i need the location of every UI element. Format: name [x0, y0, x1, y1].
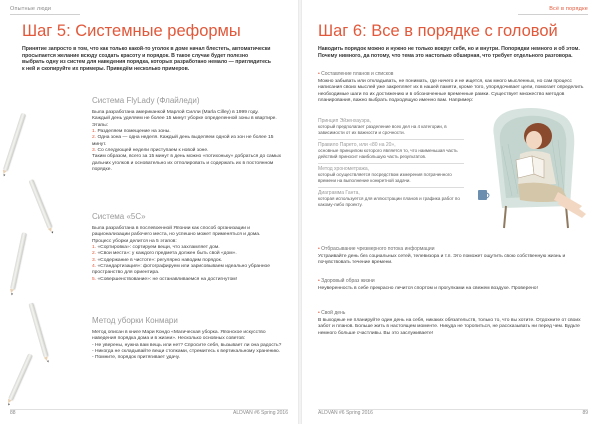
section-head-own-day: • Свой день	[318, 310, 346, 316]
flylady-outro: Таким образом, всего за 15 минут в день можно «потихоньку» добраться до самых дальних уголков и основательно их отполировать и содержать их в постоянном порядке.	[92, 154, 282, 173]
right-lead-paragraph: Наводить порядок можно и нужно не только вокруг себя, но и внутри. Попорядки немного и об этом. Почему нимного, да потому, что тема это настолько обширная, что требует отдельного разговора.	[318, 46, 580, 59]
section-body-planning: Можно забывать или откладывать, не понимать, где ничего и не ищется, как много мысленных, но сам процесс написания своих мыслей уже закрепляет их в нашей памяти, кроме того, упорядочивает цели, помогает определить необходимые шаги по их достижению и в обозначенные временные рамки. Существует множество методов планирования, важно выбрать подходящую именно вам. Например:	[318, 79, 584, 103]
left-title-main: Системные реформы	[75, 22, 241, 40]
left-page-title	[22, 22, 241, 41]
magazine-issue-right: ALDVAN #6 Spring 2016	[318, 410, 373, 416]
list-item: 2. Одна зона — одна неделя. Каждый день выделяем одной из зон не более 15 минут.	[92, 135, 274, 147]
pencil-illustration	[10, 232, 27, 290]
section-head-healthy: • Здоровый образ жизни	[318, 278, 375, 284]
divider	[318, 163, 464, 164]
page-number-left: 88	[10, 410, 16, 416]
magazine-issue-left: ALDVAN #6 Spring 2016	[233, 410, 288, 416]
list-item: 3. «Содержание в чистоте»: регулярно наводим порядок.	[92, 257, 223, 263]
section-head-planning: • Составление планов и списков	[318, 71, 394, 77]
list-item: 2. «Свои места»: у каждого предмета должен быть свой «дом».	[92, 251, 237, 257]
list-item: 1. «Сортировка»: сортируем вещи, что захламляет дом.	[92, 245, 220, 251]
section-head-information: • Отбрасывание чрезмерного потока информации	[318, 246, 435, 252]
bullet-icon: •	[318, 310, 320, 316]
list-item: 1. Разделяем помещение на зоны.	[92, 129, 171, 135]
rubric-left: Опытные люди	[10, 6, 52, 12]
left-title-prefix: Шаг 5:	[22, 22, 71, 40]
section-body-information: Устраивайте день без социальных сетей, телевизора и т.п. Это поможет ощутить свою собственную жизнь и почувствовать течение времени.	[318, 254, 566, 266]
header-rule-left	[10, 14, 80, 15]
5s-line: Процесс уборки делится на 5 этапов:	[92, 238, 177, 244]
method-item: Правило Парето, или «80 на 20», основные принципом которого является то, что наименьшая часть действий приносит наибольшую часть результатов.	[318, 142, 458, 159]
pencil-illustration	[28, 302, 48, 357]
header-rule-right	[518, 14, 588, 15]
right-page-title	[318, 22, 558, 41]
section-title-5s: Система «5С»	[92, 212, 146, 221]
planning-methods-column	[318, 118, 464, 208]
method-item: Принцип Эйзенхауэра, который предполагает разделение всех дел на 4 категории, в зависимости от их важности и срочности.	[318, 118, 447, 135]
bullet-icon: •	[318, 71, 320, 77]
right-title-prefix: Шаг 6:	[318, 22, 367, 40]
section-title-flylady: Система FlyLady (Флайледи)	[92, 96, 200, 105]
page-number-right: 89	[582, 410, 588, 416]
konmari-intro: Метод описан в книге Мари Кондо «Магическая уборка. Японское искусство наведения порядка дома и в жизни». Несколько основных советов:	[92, 330, 266, 342]
method-item: Диаграмма Ганта, которая используется для иллюстрации планов и графика работ по какому-либо проекту.	[318, 190, 460, 207]
section-body-healthy: Неуверенность в себе прекрасно лечится спортом и прогулками на свежем воздухе. Проверено!	[318, 286, 538, 291]
method-item: Метод хронометража, который осуществляется посредством измерения потраченного времени на выполнение конкретной задачи.	[318, 166, 452, 183]
pencil-illustration	[8, 353, 33, 401]
divider	[318, 139, 464, 140]
pencil-illustration	[3, 113, 26, 172]
konmari-tip: - Не уверены, нужна вам вещь или нет? Спросите себя, вызывает ли она радость?	[92, 342, 282, 348]
pencil-illustration	[28, 179, 52, 229]
bullet-icon: •	[318, 246, 320, 252]
flylady-line: Каждый день уделяем не более 15 минут уборке определенной зоны в квартире. Этапы:	[92, 116, 277, 128]
section-body-own-day: В выходные не планируйте один день на себя, никаких обязательств, только то, что вы хотите. Отдохните от своих забот и планов. Больше жить в настоящем моменте. Никуда не торопиться, не рассказывать ни перед чем. Будьте немного больше счастливы. Вы это заслуживаете!	[318, 318, 581, 336]
section-title-konmari: Метод уборки Конмари	[92, 316, 178, 325]
bullet-icon: •	[318, 278, 320, 284]
left-page	[0, 0, 298, 424]
5s-intro: Была разработана в послевоенной Японии как способ организации и рационализации рабочего места, но успешно может применяться и дома.	[92, 226, 261, 238]
left-lead-paragraph: Принятие запросто в том, что как только какой-то уголок в доме начал блестеть, автоматически просыпается желание всюду создать красоту и порядок. В такое случае будет полезно выбрать одну из систем для наведения порядка, которых разработано немало — приглядитесь к ней и скопируйте их примеры. Приведём несколько примеров.	[22, 46, 271, 72]
right-title-main: Все в порядке с головой	[371, 22, 558, 40]
woman-reading-illustration	[472, 96, 592, 234]
list-item: 4. «Стандартизация»: фотографируем или зарисовываем идеально убранное пространство для ориентира.	[92, 264, 270, 276]
flylady-intro: Была разработана американкой Марлой Силли (Marla Cilley) в 1999 году.	[92, 110, 259, 115]
section-body-konmari	[92, 330, 282, 362]
divider	[318, 187, 464, 188]
list-item: 5. «Совершенствование»: не останавливаемся на достигнутом!	[92, 276, 238, 282]
right-page	[302, 0, 600, 424]
list-item: 3. Со следующей недели приступаем к новой зоне.	[92, 148, 209, 154]
section-body-5s	[92, 226, 282, 283]
konmari-tip: - Никогда не складывайте вещи стопками, стремитесь к вертикальному хранению.	[92, 349, 281, 355]
konmari-tip: - Помните, порядок притягивает удачу.	[92, 355, 180, 361]
rubric-right: Всё в порядке	[549, 6, 588, 12]
section-body-flylady	[92, 110, 282, 173]
